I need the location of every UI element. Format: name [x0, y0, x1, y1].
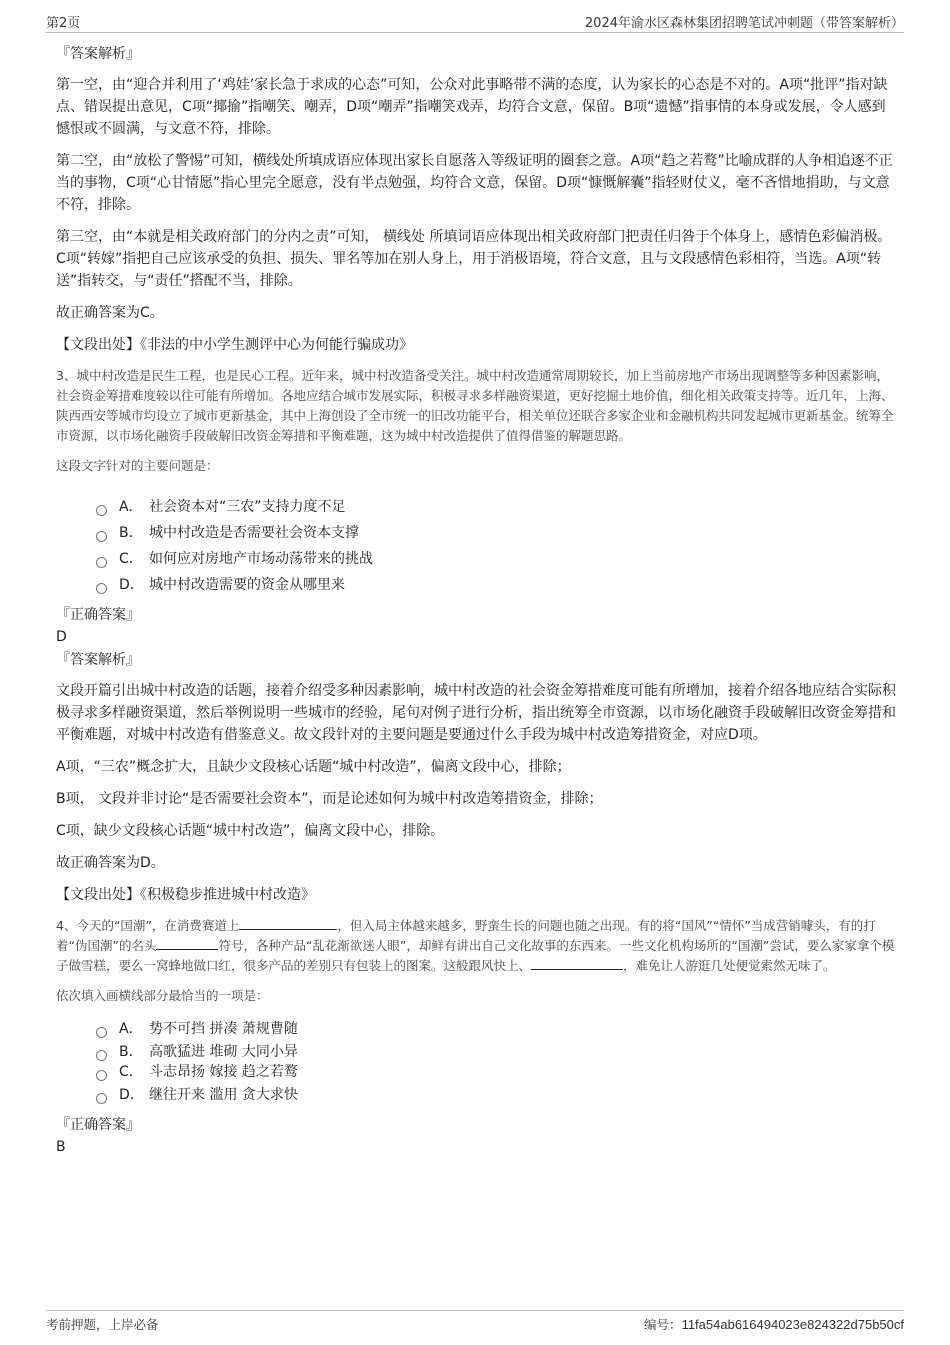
analysis-paragraph: B项， 文段并非讨论“是否需要社会资本”，而是论述如何为城中村改造筹措资金，排除； [56, 791, 603, 807]
conclusion: 故正确答案为D。 [56, 855, 165, 871]
analysis-paragraph: 第二空，由“放松了警惕”可知，横线处所填成语应体现出家长自愿落入等级证明的圈套之意。A项“趋之若鹜”比喻成群的人争相追逐不正当的事物，C项“心甘情愿”指心里完全愿意，没有半点勉强，均符合文意，保留。D项“慷慨解囊”指轻财仗义，毫不吝惜地捐助，与文意不符，排除。 [56, 153, 893, 213]
analysis-paragraph: C项，缺少文段核心话题“城中村改造”，偏离文段中心，排除。 [56, 823, 445, 839]
correct-answer-label: 『正确答案』 [56, 607, 140, 623]
analysis-paragraph: 第三空，由“本就是相关政府部门的分内之责”可知， 横线处 所填词语应体现出相关政府部门把责任归咎于个体身上，感情色彩偏消极。C项“转嫁”指把自己应该承受的负担、损失、罪名等加在别人身上，用于消极语境，符合文意，且与文段感情色彩相符，当选。A项“转送”指转交，与“责任”搭配不当，排除。 [56, 229, 892, 289]
footer-slogan: 考前押题，上岸必备 [46, 1317, 159, 1332]
fill-blank [156, 937, 218, 950]
fill-blank [239, 917, 337, 930]
page-footer [46, 1310, 904, 1335]
source-citation: 【文段出处】《积极稳步推进城中村改造》 [56, 887, 315, 903]
option-c[interactable]: C． 斗志昂扬 嫁接 趋之若鹜 [96, 1062, 896, 1082]
analysis-paragraph: A项，“三农”概念扩大，且缺少文段核心话题“城中村改造”，偏离文段中心，排除； [56, 759, 571, 775]
radio-icon[interactable] [96, 557, 107, 568]
option-a[interactable]: A． 势不可挡 拼凑 萧规曹随 [96, 1016, 896, 1042]
options-list [96, 1016, 896, 1108]
radio-icon[interactable] [96, 505, 107, 516]
question-prompt: 依次填入画横线部分最恰当的一项是： [56, 988, 269, 1003]
page-header [46, 12, 904, 33]
fill-blank [531, 957, 623, 970]
analysis-paragraph: 文段开篇引出城中村改造的话题，接着介绍受多种因素影响，城中村改造的社会资金筹措难度可能有所增加，接着介绍各地应结合实际积极寻求多样融资渠道，然后举例说明一些城市的经验，尾句对例子进行分析，指出统筹全市资源，以市场化融资手段破解旧改资金筹措和平衡难题，对城中村改造有借鉴意义。故文段针对的主要问题是要通过什么手段为城中村改造筹措资金，对应D项。 [56, 683, 896, 743]
question-prompt: 这段文字针对的主要问题是： [56, 458, 219, 473]
radio-icon[interactable] [96, 531, 107, 542]
option-b[interactable]: B． 城中村改造是否需要社会资本支撑 [96, 520, 896, 546]
document-code: 编号：11fa54ab616494023e824322d75b50cf [644, 1317, 904, 1332]
radio-icon[interactable] [96, 583, 107, 594]
option-d[interactable]: D． 继往开来 滥用 贪大求快 [96, 1082, 896, 1108]
correct-answer-label: 『正确答案』 [56, 1117, 140, 1133]
option-a[interactable]: A． 社会资本对“三农”支持力度不足 [96, 494, 896, 520]
conclusion: 故正确答案为C。 [56, 305, 164, 321]
correct-answer: D [56, 629, 67, 645]
radio-icon[interactable] [96, 1093, 107, 1104]
option-b[interactable]: B． 高歌猛进 堆砌 大同小异 [96, 1042, 896, 1062]
document-title: 2024年渝水区森林集团招聘笔试冲刺题（带答案解析） [584, 16, 904, 31]
radio-icon[interactable] [96, 1027, 107, 1038]
option-c[interactable]: C． 如何应对房地产市场动荡带来的挑战 [96, 546, 896, 572]
option-d[interactable]: D． 城中村改造需要的资金从哪里来 [96, 572, 896, 598]
page-content [56, 44, 896, 1160]
options-list [96, 494, 896, 598]
source-citation: 【文段出处】《非法的中小学生测评中心为何能行骗成功》 [56, 337, 413, 353]
analysis-paragraph: 第一空，由“迎合并利用了‘鸡娃’家长急于求成的心态”可知，公众对此事略带不满的态度，认为家长的心态是不对的。A项“批评”指对缺点、错误提出意见，C项“揶揄”指嘲笑、嘲弄，D项“嘲弄”指嘲笑戏弄，均符合文意，保留。B项“遗憾”指事情的本身或发展，令人感到憾恨或不圆满，与文意不符，排除。 [56, 77, 888, 137]
page-number: 第2页 [46, 16, 81, 31]
analysis-label: 『答案解析』 [56, 652, 140, 668]
analysis-label: 『答案解析』 [56, 46, 140, 62]
question-stem: 3、城中村改造是民生工程，也是民心工程。近年来，城中村改造备受关注。城中村改造通常周期较长，加上当前房地产市场出现调整等多种因素影响，社会资金筹措难度较以往可能有所增加。各地应结合城市发展实际，积极寻求多样融资渠道，更好挖掘土地价值，细化相关政策支持等。近几年，上海、陕西西安等城市均设立了城市更新基金，其中上海创设了全市统一的旧改功能平台，相关单位还联合多家企业和金融机构共同发起城市更新基金。统筹全市资源，以市场化融资手段破解旧改资金筹措和平衡难题，这为城中村改造提供了值得借鉴的解题思路。 [56, 368, 894, 443]
question-stem: 4、今天的“国潮”，在消费赛道上 ，但入局主体越来越多，野蛮生长的问题也随之出现。有的将“国风”“情怀”当成营销噱头，有的打着“伪国潮”的名头 符号，各种产品“乱花渐欲迷人眼”，却鲜有讲出自己文化故事的东西来。一些文化机构场所的“国潮”尝试，要么家家拿个模子做雪糕，要么一窝蜂地做口红，很多产品的差别只有包装上的图案。这般跟风快上、 ，难免让人游逛几处便觉索然无味了。 [56, 918, 895, 973]
correct-answer: B [56, 1139, 66, 1155]
radio-icon[interactable] [96, 1050, 107, 1061]
radio-icon[interactable] [96, 1070, 107, 1081]
